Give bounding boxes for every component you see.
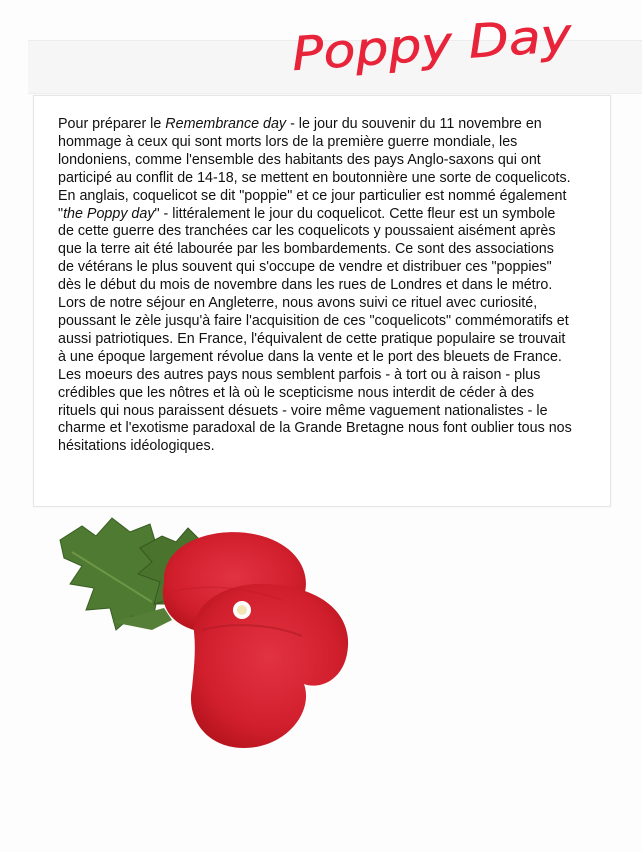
text-segment: " - littéralement le jour du coquelicot. Cette fleur est un symbole de cette guerre des tranchées car les coquelicots y poussaient aisément après que la terre ait été labourée par les bombardements. Ce sont des associations de vétérans le plus souvent qui s'occupe de vendre et distribuer ces "poppies" dès le début du mois de novembre dans les rues de Londres et dans le métro. Lors de notre séjour en Angleterre, nous avons suivi ce rituel avec curiosité, poussant le zèle jusqu'à faire l'acquisition de ces "coquelicots" commémoratifs et aussi patriotiques. En France, l'équivalent de cette pratique populaire se trouvait à une époque largement révolue dans la vente et le port des bleuets de France. Les moeurs des autres pays nous semblent parfois - à tort ou à raison - plus crédibles que les nôtres et là où le scepticisme nous interdit de céder à des rituels qui nous paraissent désuets - voire même vaguement nationalistes - le charme et l'exotisme paradoxal de la Grande Bretagne nous font oublier tous nos hésitations idéologiques. [58,205,572,455]
text-emphasis: Remembrance day [165,116,287,132]
body-paragraph [58,116,572,456]
text-segment: Pour préparer le [58,116,166,132]
handwritten-title [286,4,586,94]
text-segment: - le jour du souvenir du 11 novembre en hommage à ceux qui sont morts lors de la première guerre mondiale, les londoniens, comme l'ensemble des habitants des pays Anglo-saxons qui ont participé au conflit de 14-18, se mettent en boutonnière une sorte de coquelicots. En anglais, coquelicot se dit "poppie" et ce jour particulier est nommé également " [58,116,571,222]
text-emphasis: the Poppy day [63,205,155,222]
poppy-petals [163,532,348,748]
remembrance-poppy-icon [52,512,372,772]
poppy-center [233,601,251,619]
title-text: Poppy Day [290,9,541,81]
